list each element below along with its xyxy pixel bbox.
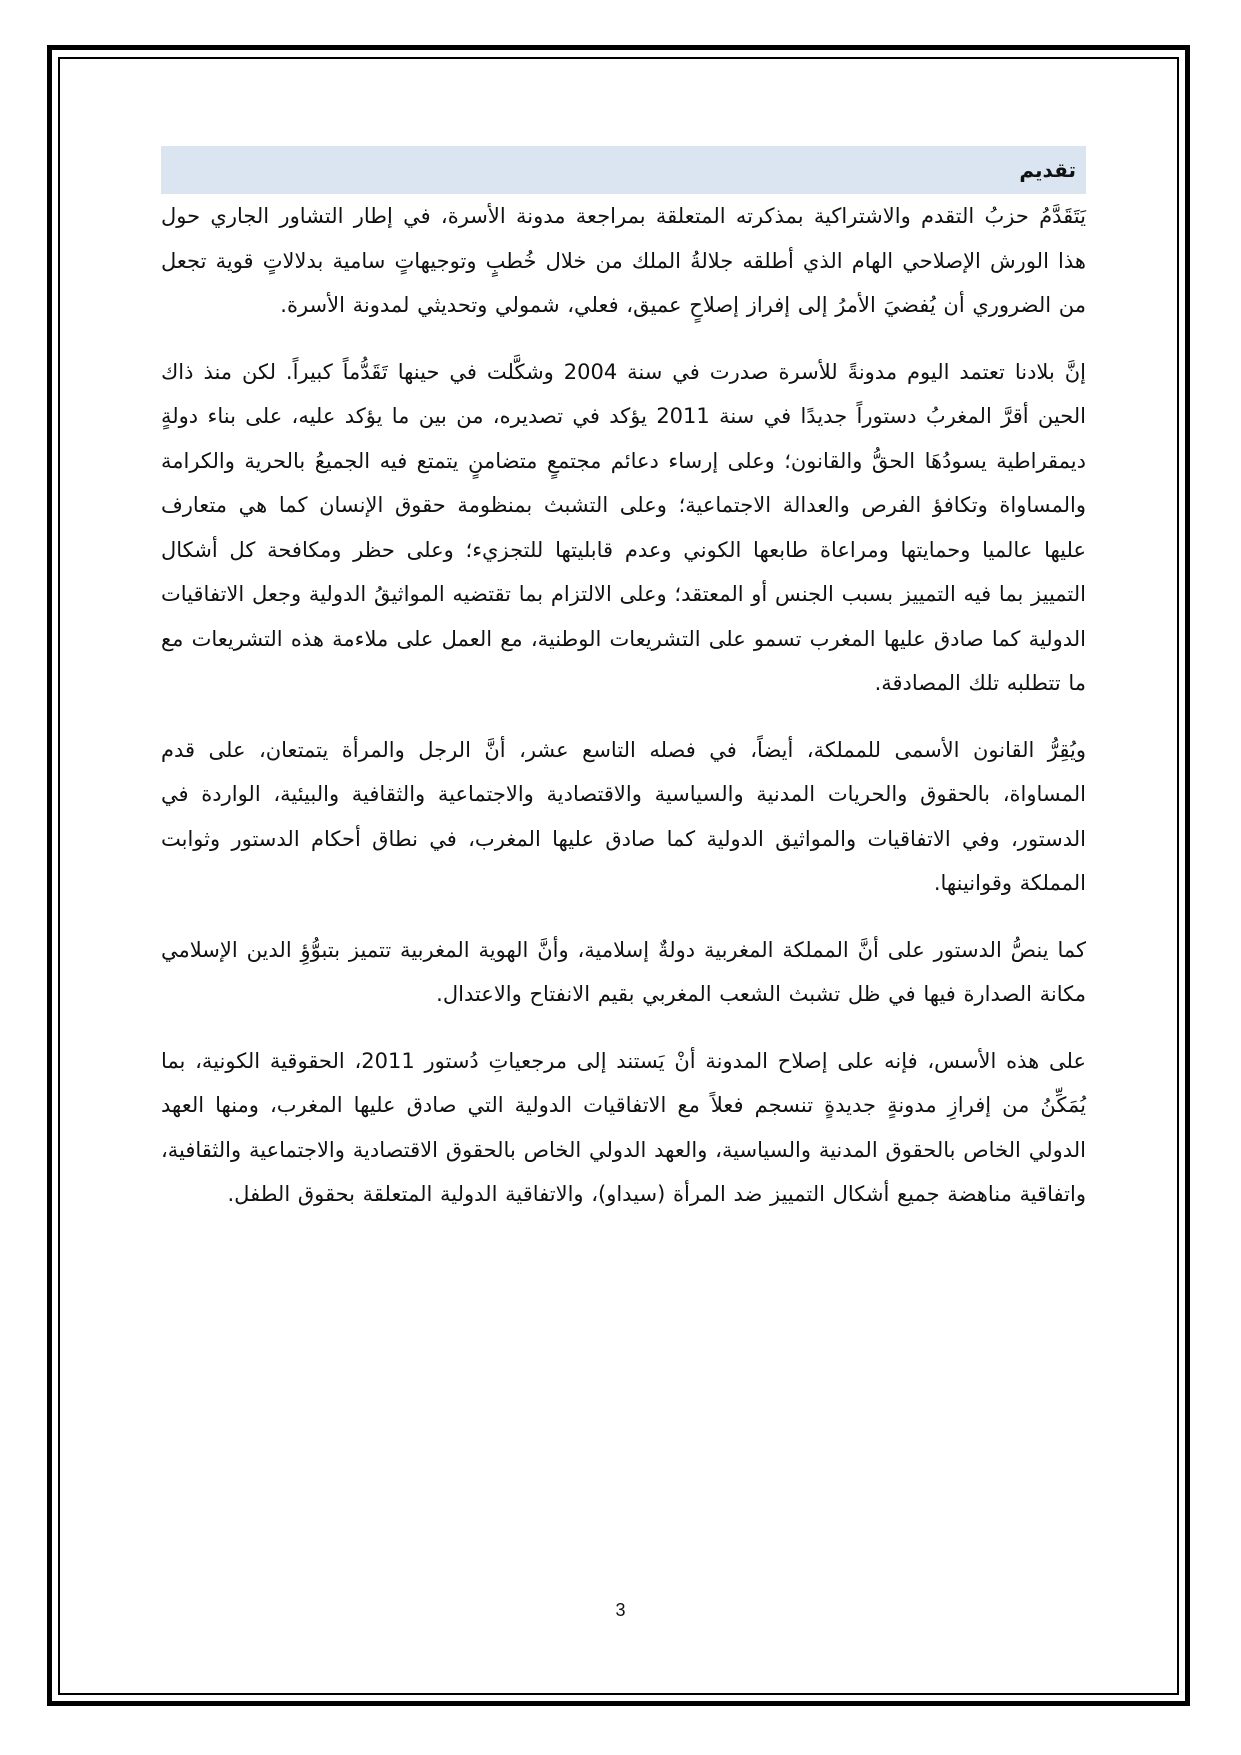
document-body (161, 146, 1086, 1239)
paragraph-equality: ويُقِرُّ القانون الأسمى للمملكة، أيضاً، في فصله التاسع عشر، أنَّ الرجل والمرأة يتمتعان، على قدم المساواة، بالحقوق والحريات المدنية والسياسية والاقتصادية والاجتماعية والثقافية والبيئية، الواردة في الدستور، وفي الاتفاقيات والمواثيق الدولية كما صادق عليها المغرب، في نطاق أحكام الدستور وثوابت المملكة وقوانينها. (161, 737, 1086, 895)
page-number: 3 (615, 1600, 626, 1620)
paragraph-islamic-identity: كما ينصُّ الدستور على أنَّ المملكة المغربية دولةٌ إسلامية، وأنَّ الهوية المغربية تتميز بتبوُّؤِ الدين الإسلامي مكانة الصدارة فيها في ظل تشبث الشعب المغربي بقيم الانفتاح والاعتدال. (161, 937, 1086, 1006)
paragraph-references: على هذه الأسس، فإنه على إصلاح المدونة أنْ يَستند إلى مرجعياتِ دُستور 2011، الحقوقية الكونية، بما يُمَكِّنُ من إفرازِ مدونةٍ جديدةٍ تنسجم فعلاً مع الاتفاقيات الدولية التي صادق عليها المغرب، ومنها العهد الدولي الخاص بالحقوق المدنية والسياسية، والعهد الدولي الخاص بالحقوق الاقتصادية والاجتماعية والثقافية، واتفاقية مناهضة جميع أشكال التمييز ضد المرأة (سيداو)، والاتفاقية الدولية المتعلقة بحقوق الطفل. (161, 1048, 1086, 1206)
section-heading-bar (161, 146, 1086, 194)
paragraph-intro: يَتَقَدَّمُ حزبُ التقدم والاشتراكية بمذكرته المتعلقة بمراجعة مدونة الأسرة، في إطار التشاور الجاري حول هذا الورش الإصلاحي الهام الذي أطلقه جلالةُ الملك من خلال خُطبٍ وتوجيهاتٍ سامية بدلالاتٍ قوية تجعل من الضروري أن يُفضيَ الأمرُ إلى إفراز إصلاحٍ عميق، فعلي، شمولي وتحديثي لمدونة الأسرة. (161, 204, 1086, 317)
paragraph-constitution: إنَّ بلادنا تعتمد اليوم مدونةً للأسرة صدرت في سنة 2004 وشكَّلت في حينها تَقَدُّماً كبيراً. لكن منذ ذاك الحين أقرَّ المغربُ دستوراً جديدًا في سنة 2011 يؤكد في تصديره، من بين ما يؤكد عليه، على بناء دولةٍ ديمقراطية يسودُهَا الحقُّ والقانون؛ وعلى إرساء دعائم مجتمعٍ متضامنٍ يتمتع فيه الجميعُ بالحرية والكرامة والمساواة وتكافؤ الفرص والعدالة الاجتماعية؛ وعلى التشبث بمنظومة حقوق الإنسان كما هي متعارف عليها عالميا وحمايتها ومراعاة طابعها الكوني وعدم قابليتها للتجزيء؛ وعلى حظر ومكافحة كل أشكال التمييز بما فيه التمييز بسبب الجنس أو المعتقد؛ وعلى الالتزام بما تقتضيه المواثيقُ الدولية وجعل الاتفاقيات الدولية كما صادق عليها المغرب تسمو على التشريعات الوطنية، مع العمل على ملاءمة هذه التشريعات مع ما تتطلبه تلك المصادقة. (161, 359, 1087, 695)
section-title: تقديم (1019, 158, 1076, 182)
